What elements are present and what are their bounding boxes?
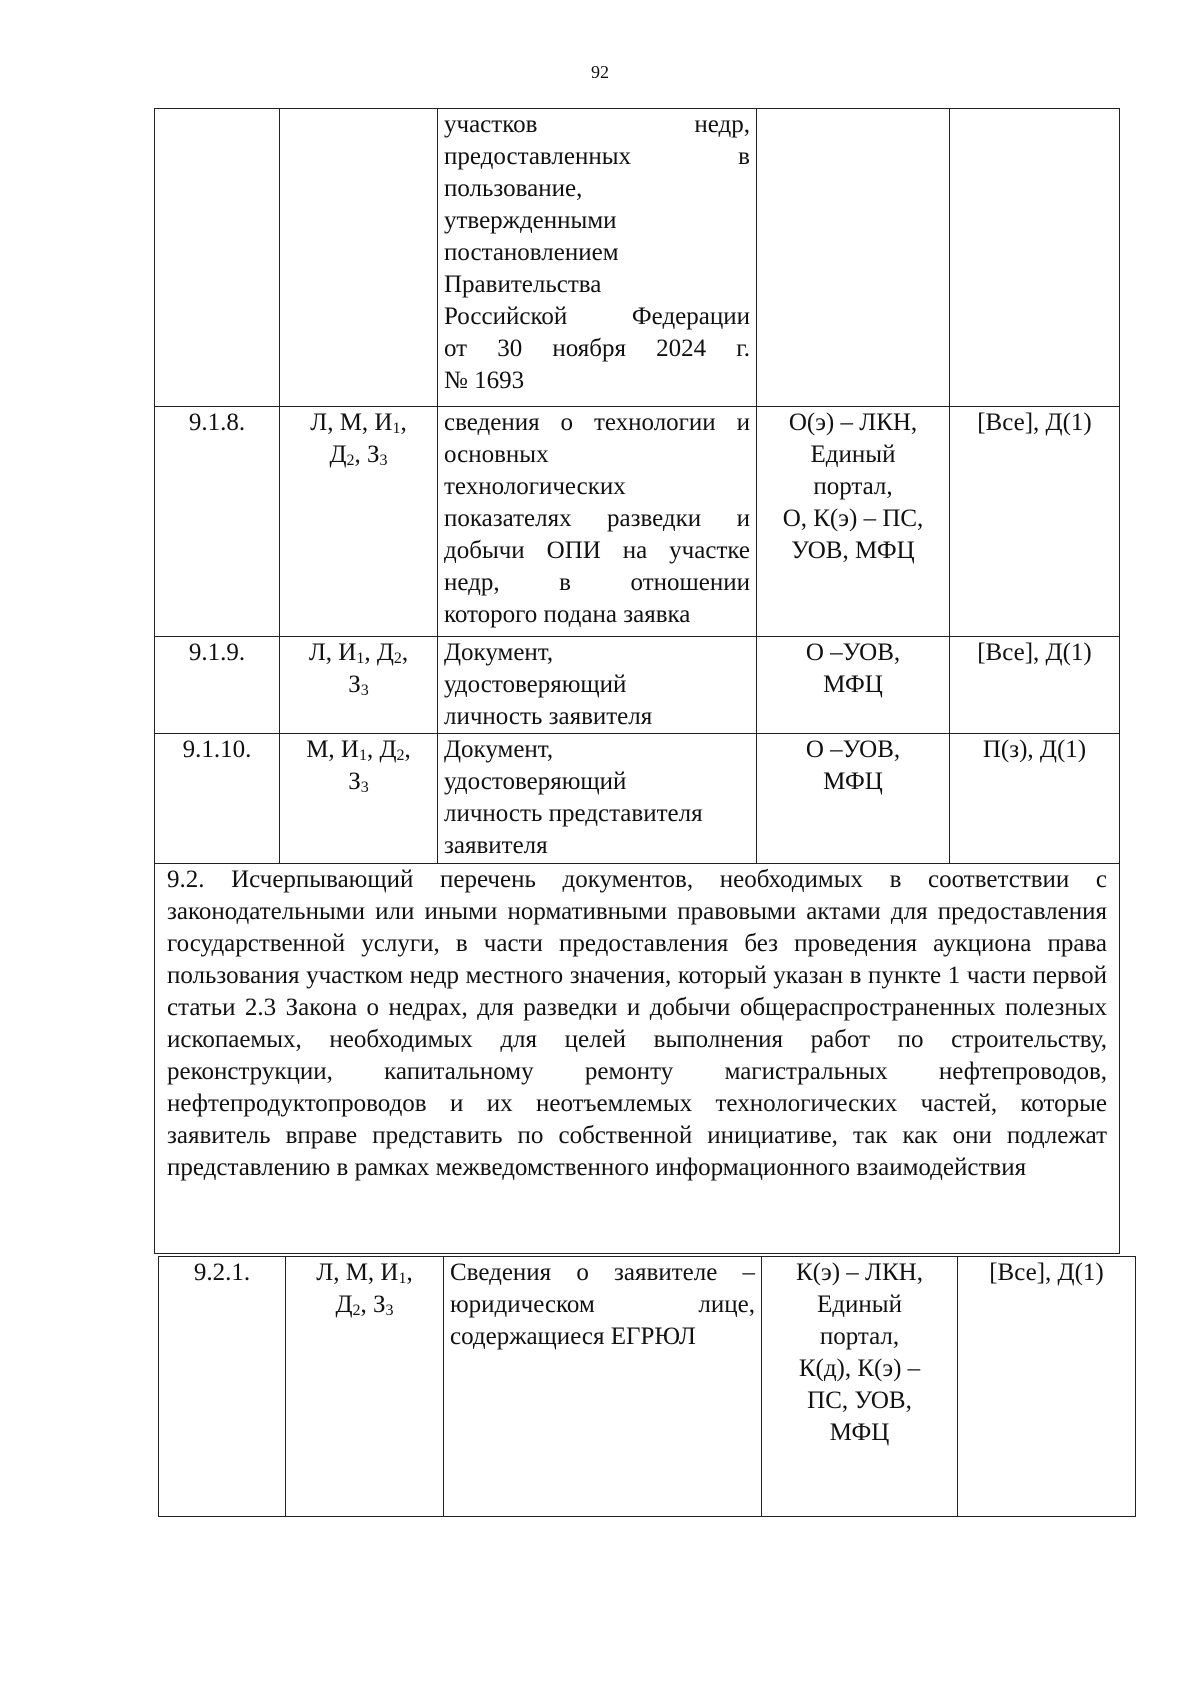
cell-line: содержащиеся ЕГРЮЛ xyxy=(450,1323,696,1350)
cell-line: Л, М, И1, xyxy=(310,409,407,437)
cell-line: Правительства xyxy=(444,271,602,298)
source-cell xyxy=(757,637,950,734)
cell-line: № 1693 xyxy=(444,367,525,394)
cell-line: Д2, З3 xyxy=(329,441,388,469)
cell-line: МФЦ xyxy=(823,768,883,795)
source-cell xyxy=(757,734,950,864)
cell-line: О –УОВ, xyxy=(805,736,901,763)
cell-line: Российской Федерации xyxy=(444,303,750,330)
cell-line: Д2, З3 xyxy=(335,1291,394,1319)
documents-table-9-2 xyxy=(158,1256,1136,1517)
section-9-2-heading: 9.2. Исчерпывающий перечень документов, необходимых в соответствии с законодательными или иными нормативными правовыми актами для предоставления государственной услуги, в части предоставления без проведения аукциона права пользования участком недр местного значения, который указан в пункте 1 части первой статьи 2.3 Закона о недрах, для разведки и добычи общераспространенных полезных ископаемых, необходимых для целей выполнения работ по строительству, реконструкции, капитальному ремонту магистральных нефтепроводов, нефтепродуктопроводов и их неотъемлемых технологических частей, которые заявитель вправе представить по собственной инициативе, так как они подлежат представлению в рамках межведомственного информационного взаимодействия xyxy=(155,864,1120,1254)
cell-line: МФЦ xyxy=(823,671,883,698)
cell-line: Единый xyxy=(810,441,896,468)
cell-line: основных xyxy=(444,441,549,468)
table-row xyxy=(155,637,1120,734)
section-header-row xyxy=(155,864,1120,1254)
row-number-cell: 9.1.10. xyxy=(155,734,280,864)
cell-line: К(э) – ЛКН, xyxy=(796,1259,923,1286)
row-number-cell xyxy=(155,109,280,407)
cell-line: портал, xyxy=(819,1323,900,1350)
applicants-cell xyxy=(280,637,438,734)
table-row xyxy=(155,407,1120,637)
row-number-cell: 9.1.9. xyxy=(155,637,280,734)
cell-line: УОВ, МФЦ xyxy=(791,537,915,564)
page-number: 92 xyxy=(591,62,609,82)
applicants-cell xyxy=(286,1257,444,1517)
cell-line: Л, М, И1, xyxy=(316,1259,413,1287)
cell-line: от 30 ноября 2024 г. xyxy=(444,335,750,362)
cell-line: О(э) – ЛКН, xyxy=(788,409,918,436)
cell-line: З3 xyxy=(348,768,369,796)
form-cell: [Все], Д(1) xyxy=(950,637,1120,734)
cell-line: О –УОВ, xyxy=(805,639,901,666)
form-cell: [Все], Д(1) xyxy=(958,1257,1136,1517)
cell-line: портал, xyxy=(813,473,893,500)
cell-line: удостоверяющий xyxy=(444,768,627,795)
cell-line: постановлением xyxy=(444,239,619,266)
cell-line: МФЦ xyxy=(829,1419,890,1446)
document-cell xyxy=(438,637,757,734)
source-cell xyxy=(757,407,950,637)
cell-line: которого подана заявка xyxy=(444,601,691,628)
cell-line: Л, И1, Д2, xyxy=(308,639,409,667)
cell-line: юридическом лице, xyxy=(450,1291,755,1318)
row-number-cell: 9.2.1. xyxy=(159,1257,286,1517)
document-cell xyxy=(438,734,757,864)
cell-line: О, К(э) – ПС, xyxy=(782,505,924,532)
cell-line: удостоверяющий xyxy=(444,671,627,698)
cell-line: недр, в отношении xyxy=(444,569,750,596)
applicants-cell xyxy=(280,109,438,407)
cell-line: Документ, xyxy=(444,639,554,666)
cell-line: М, И1, Д2, xyxy=(306,736,411,764)
cell-line: технологических xyxy=(444,473,626,500)
form-cell xyxy=(950,109,1120,407)
document-cell xyxy=(438,407,757,637)
cell-line: добычи ОПИ на участке xyxy=(444,537,750,564)
table-row xyxy=(155,734,1120,864)
cell-line: З3 xyxy=(348,671,369,699)
cell-line: заявителя xyxy=(444,832,548,859)
form-cell: П(з), Д(1) xyxy=(950,734,1120,864)
document-cell xyxy=(444,1257,762,1517)
form-cell: [Все], Д(1) xyxy=(950,407,1120,637)
table-row xyxy=(155,109,1120,407)
cell-line: личность заявителя xyxy=(444,703,653,730)
cell-line: предоставленных в xyxy=(444,143,750,170)
source-cell xyxy=(757,109,950,407)
document-cell xyxy=(438,109,757,407)
cell-line: Документ, xyxy=(444,736,554,763)
cell-line: Единый xyxy=(817,1291,902,1318)
cell-line: показателях разведки и xyxy=(444,505,750,532)
cell-line: утвержденными xyxy=(444,207,617,234)
cell-line: участков недр, xyxy=(444,111,750,138)
table-row xyxy=(159,1257,1136,1517)
cell-line: личность представителя xyxy=(444,800,703,827)
cell-line: Сведения о заявителе – xyxy=(450,1259,755,1286)
cell-line: сведения о технологии и xyxy=(444,409,750,436)
cell-line: ПС, УОВ, xyxy=(807,1387,912,1414)
documents-table xyxy=(154,108,1120,1254)
cell-line: пользование, xyxy=(444,175,583,202)
row-number-cell: 9.1.8. xyxy=(155,407,280,637)
applicants-cell xyxy=(280,407,438,637)
applicants-cell xyxy=(280,734,438,864)
cell-line: К(д), К(э) – xyxy=(798,1355,921,1382)
source-cell xyxy=(762,1257,958,1517)
